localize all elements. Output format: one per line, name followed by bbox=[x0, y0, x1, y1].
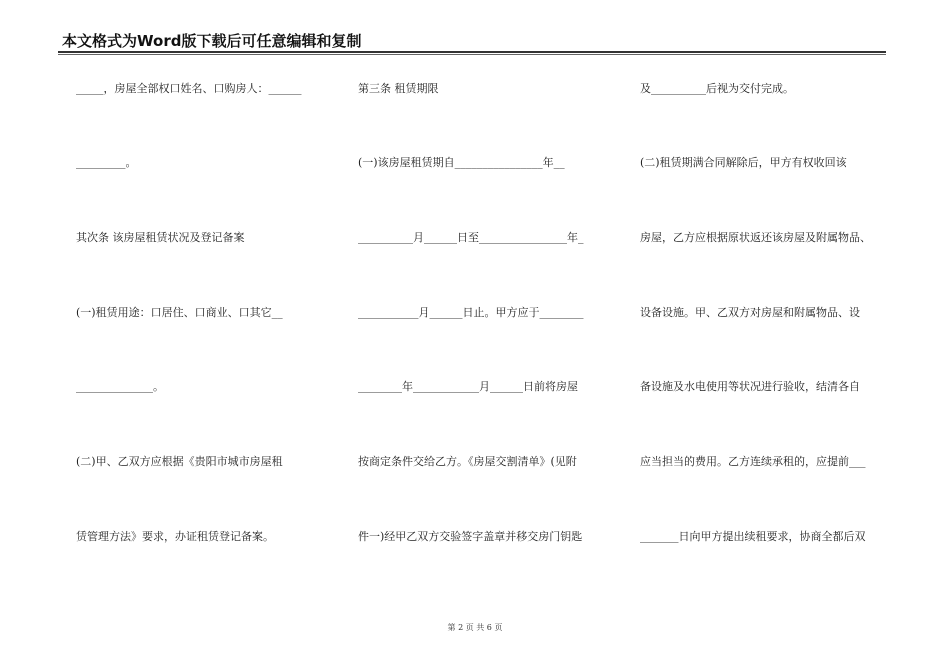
text-line: _____，房屋全部权口姓名、口购房人：______ bbox=[76, 82, 302, 95]
text-line: 第三条 租赁期限 bbox=[358, 82, 439, 95]
text-line: _________。 bbox=[76, 156, 137, 169]
text-line: (一)租赁用途：口居住、口商业、口其它__ bbox=[76, 306, 283, 319]
header-rule bbox=[58, 51, 886, 53]
page-number: 第 2 页 共 6 页 bbox=[447, 623, 503, 632]
text-line: 设备设施。甲、乙双方对房屋和附属物品、设 bbox=[640, 306, 860, 319]
text-line: ______________。 bbox=[76, 380, 164, 393]
text-line: 按商定条件交给乙方。《房屋交割清单》(见附 bbox=[358, 455, 577, 468]
header-rule-thin bbox=[58, 54, 886, 55]
text-line: 及__________后视为交付完成。 bbox=[640, 82, 794, 95]
text-line: ___________月______日止。甲方应于________ bbox=[358, 306, 584, 319]
text-line: 房屋，乙方应根据原状返还该房屋及附属物品、 bbox=[640, 231, 871, 244]
text-line: 应当担当的费用。乙方连续承租的，应提前___ bbox=[640, 455, 866, 468]
text-line: (一)该房屋租赁期自________________年__ bbox=[358, 156, 565, 169]
text-line: 备设施及水电使用等状况进行验收，结清各自 bbox=[640, 380, 860, 393]
page-header-title: 本文格式为Word版下载后可任意编辑和复制 bbox=[62, 32, 362, 50]
text-line: (二)甲、乙双方应根据《贵阳市城市房屋租 bbox=[76, 455, 283, 468]
text-line: 件一)经甲乙双方交验签字盖章并移交房门钥匙 bbox=[358, 530, 583, 543]
text-line: __________月______日至________________年_ bbox=[358, 231, 584, 244]
text-line: (二)租赁期满合同解除后，甲方有权收回该 bbox=[640, 156, 847, 169]
text-line: 赁管理方法》要求，办证租赁登记备案。 bbox=[76, 530, 274, 543]
text-line: _______日向甲方提出续租要求，协商全都后双 bbox=[640, 530, 866, 543]
text-line: ________年____________月______日前将房屋 bbox=[358, 380, 578, 393]
text-line: 其次条 该房屋租赁状况及登记备案 bbox=[76, 231, 245, 244]
